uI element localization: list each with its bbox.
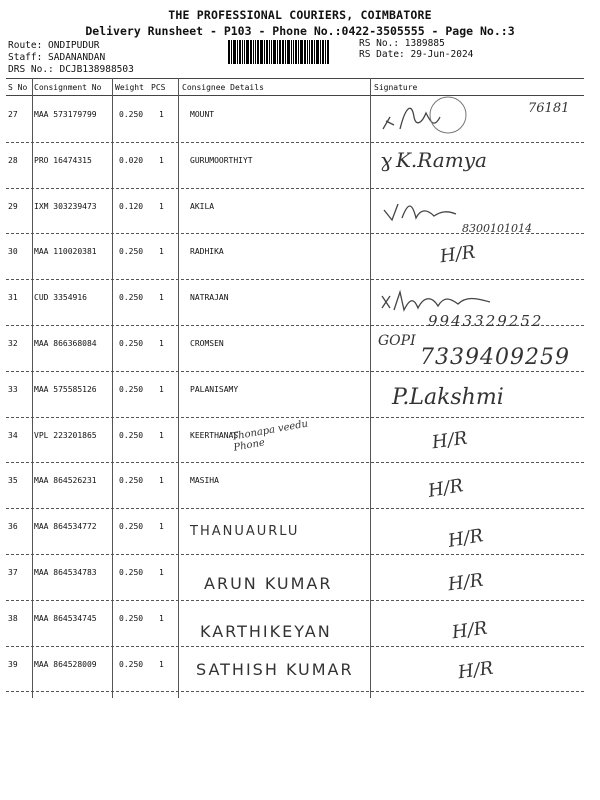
row-consignment-no: MAA 864534745 [34, 613, 97, 623]
row-sno: 39 [8, 659, 18, 669]
page-subtitle: Delivery Runsheet - P103 - Phone No.:0422-3505555 - Page No.:3 [85, 24, 515, 38]
staff-label: Staff: SADANANDAN [8, 52, 106, 63]
rs-number: RS No.: 1389885 [359, 38, 445, 49]
col-consignment: Consignment No [34, 83, 102, 92]
signature-28: ɣ K.Ramya [380, 148, 487, 172]
row-sno: 32 [8, 339, 18, 348]
route-label: Route: ONDIPUDUR [8, 40, 100, 51]
row-consignment-no: MAA 866368084 [34, 339, 97, 348]
signature-27 [378, 95, 498, 145]
hr-35: H/R [426, 475, 465, 502]
row-pcs: 1 [159, 247, 164, 257]
col-pcs: PCS [151, 83, 166, 92]
row-sno: 29 [8, 201, 18, 211]
note-34: Thonapa veedu Phone [230, 418, 309, 454]
row-pcs: 1 [159, 430, 164, 440]
name-37: ARUN KUMAR [204, 574, 333, 593]
row-pcs: 1 [159, 293, 164, 303]
row-sno: 36 [8, 522, 18, 532]
row-consignee: MOUNT [190, 110, 215, 119]
row-divider [6, 462, 584, 463]
row-divider [6, 554, 584, 555]
row-weight: 0.250 [119, 430, 144, 440]
row-consignment-no: MAA 110020381 [34, 247, 97, 257]
row-consignee: GURUMOORTHIYT [190, 155, 253, 165]
col-weight: Weight [115, 83, 144, 92]
row-sno: 37 [8, 568, 18, 577]
row-weight: 0.250 [119, 613, 144, 623]
signature-29 [382, 198, 462, 229]
name-36: THANUAURLU [190, 524, 300, 539]
row-weight: 0.250 [119, 247, 144, 257]
page-title: THE PROFESSIONAL COURIERS, COIMBATORE [168, 8, 432, 22]
col-sno: S No [8, 83, 28, 92]
hr-37: H/R [446, 569, 485, 596]
row-weight: 0.120 [119, 201, 144, 211]
row-sno: 33 [8, 384, 18, 394]
phone-29: 8300101014 [462, 222, 532, 235]
hr-38: H/R [450, 617, 489, 644]
row-pcs: 1 [159, 522, 164, 532]
row-divider [6, 279, 584, 280]
hr-36: H/R [446, 525, 485, 552]
drs-label: DRS No.: DCJB138988503 [8, 64, 134, 75]
row-weight: 0.250 [119, 293, 144, 303]
row-weight: 0.250 [119, 384, 144, 394]
row-consignee: KEERTHANAS [190, 430, 239, 440]
signature-33: P.Lakshmi [392, 385, 504, 410]
row-sno: 30 [8, 247, 18, 257]
table-row [6, 237, 584, 283]
row-consignment-no: MAA 864534783 [34, 568, 97, 577]
row-pcs: 1 [159, 155, 164, 165]
row-weight: 0.020 [119, 155, 144, 165]
row-sno: 27 [8, 110, 18, 119]
row-pcs: 1 [159, 201, 164, 211]
row-weight: 0.250 [119, 110, 144, 119]
row-sno: 35 [8, 476, 18, 486]
name-32: GOPI [378, 333, 416, 349]
row-sno: 34 [8, 430, 18, 440]
hr-30: H/R [438, 241, 477, 268]
row-consignment-no: MAA 864526231 [34, 476, 97, 486]
row-consignee: PALANISAMY [190, 384, 239, 394]
row-consignment-no: CUD 3354916 [34, 293, 87, 303]
row-pcs: 1 [159, 110, 164, 119]
row-consignee: MASIHA [190, 476, 219, 486]
hr-34: H/R [430, 427, 469, 454]
row-consignment-no: MAA 864534772 [34, 522, 97, 532]
row-pcs: 1 [159, 659, 164, 669]
row-divider [6, 417, 584, 418]
phone-32: 7339409259 [420, 345, 570, 370]
row-divider [6, 508, 584, 509]
table-row [6, 146, 584, 192]
row-consignment-no: VPL 223201865 [34, 430, 97, 440]
row-weight: 0.250 [119, 522, 144, 532]
row-weight: 0.250 [119, 659, 144, 669]
table-header [6, 78, 584, 96]
col-signature: Signature [374, 83, 418, 92]
row-pcs: 1 [159, 613, 164, 623]
row-consignment-no: MAA 575585126 [34, 384, 97, 394]
row-consignee: CROMSEN [190, 339, 224, 348]
col-consignee: Consignee Details [182, 83, 264, 92]
row-consignee: RADHIKA [190, 247, 224, 257]
name-38: KARTHIKEYAN [200, 622, 332, 641]
row-sno: 31 [8, 293, 18, 303]
row-sno: 38 [8, 613, 18, 623]
row-consignment-no: MAA 573179799 [34, 110, 97, 119]
row-divider [6, 371, 584, 372]
row-divider [6, 691, 584, 692]
name-39: SATHISH KUMAR [196, 660, 354, 679]
row-consignee: NATRAJAN [190, 293, 229, 303]
barcode [228, 40, 350, 64]
rs-date: RS Date: 29-Jun-2024 [359, 49, 474, 60]
row-pcs: 1 [159, 339, 164, 348]
phone-27: 76181 [528, 101, 570, 116]
signature-28-text: K.Ramya [395, 148, 487, 172]
row-divider [6, 646, 584, 647]
row-sno: 28 [8, 155, 18, 165]
hr-39: H/R [456, 657, 495, 684]
row-weight: 0.250 [119, 339, 144, 348]
phone-31: 9943329252 [428, 312, 544, 330]
row-weight: 0.250 [119, 476, 144, 486]
row-pcs: 1 [159, 568, 164, 577]
row-divider [6, 188, 584, 189]
row-consignment-no: IXM 303239473 [34, 201, 97, 211]
table-row [6, 466, 584, 512]
row-pcs: 1 [159, 476, 164, 486]
row-consignee: AKILA [190, 201, 215, 211]
row-weight: 0.250 [119, 568, 144, 577]
row-consignment-no: MAA 864528009 [34, 659, 97, 669]
row-divider [6, 600, 584, 601]
row-consignment-no: PRO 16474315 [34, 155, 92, 165]
row-pcs: 1 [159, 384, 164, 394]
